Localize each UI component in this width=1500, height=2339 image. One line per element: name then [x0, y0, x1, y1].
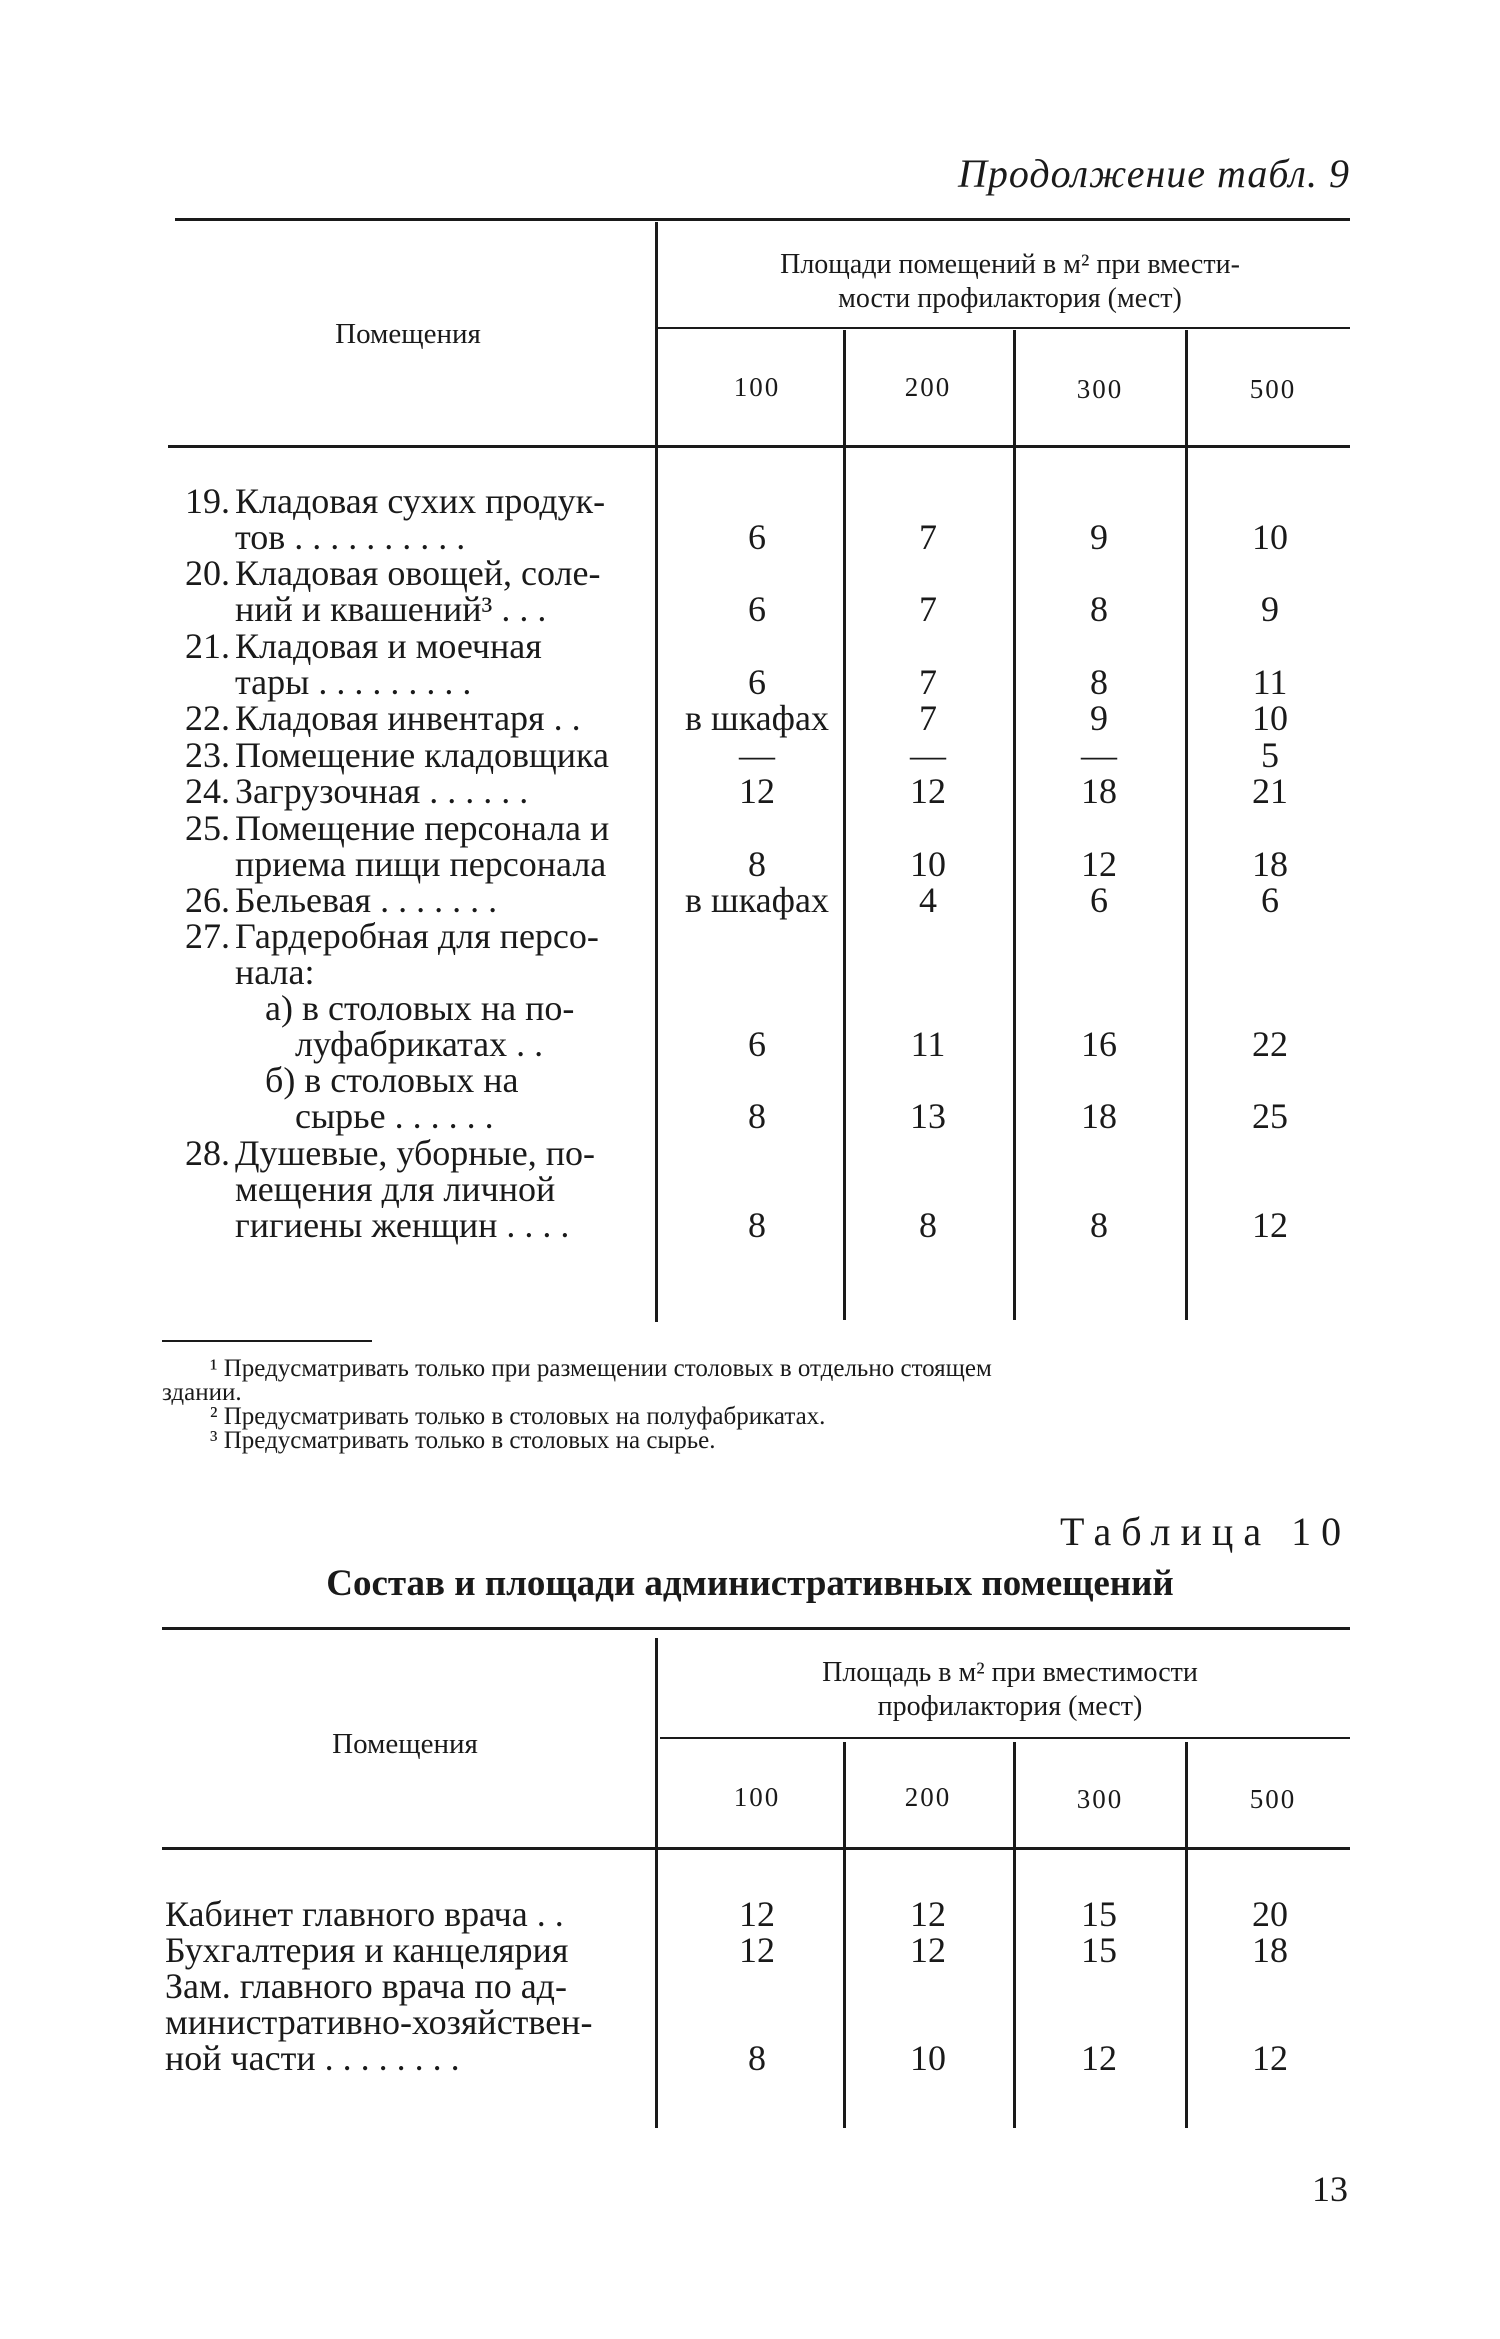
table10-room-header: Помещения: [332, 1728, 478, 1760]
value-cell: 18: [1081, 771, 1117, 811]
value-cell: 12: [1081, 844, 1117, 884]
value-cell: 15: [1081, 1894, 1117, 1934]
value-cell: 18: [1252, 1930, 1288, 1970]
row-name-line: мещения для личной: [235, 1169, 556, 1209]
table10-group-header: [690, 1656, 1330, 1724]
row-name-line: Кладовая инвентаря . .: [235, 698, 581, 738]
row-name-line: Кладовая сухих продук-: [235, 481, 606, 521]
row-name-line: Гардеробная для персо-: [235, 916, 599, 956]
value-cell: 22: [1252, 1024, 1288, 1064]
value-cell: —: [739, 735, 775, 775]
value-cell: 9: [1090, 517, 1108, 557]
value-cell: 8: [748, 844, 766, 884]
row-number: 25.: [185, 808, 230, 848]
table9-top-rule: [175, 218, 1350, 221]
table9-col-200: 200: [904, 372, 952, 402]
value-cell: 25: [1252, 1096, 1288, 1136]
table9-header-rule: [168, 445, 1350, 448]
value-cell: 12: [1252, 1205, 1288, 1245]
value-cell: 10: [1252, 698, 1288, 738]
value-cell: 8: [748, 1096, 766, 1136]
row-number: 23.: [185, 735, 230, 775]
value-cell: 8: [919, 1205, 937, 1245]
value-cell: —: [910, 735, 946, 775]
table10-col-200: 200: [904, 1782, 952, 1812]
footnote-1: [210, 1357, 1345, 1381]
value-cell: 6: [748, 662, 766, 702]
value-cell: 10: [1252, 517, 1288, 557]
value-cell: 6: [748, 589, 766, 629]
row-name-line: Душевые, уборные, по-: [235, 1133, 595, 1173]
value-cell: 10: [910, 2038, 946, 2078]
value-cell: 6: [1261, 880, 1279, 920]
value-cell: 12: [739, 1894, 775, 1934]
value-cell: 16: [1081, 1024, 1117, 1064]
value-cell: 10: [910, 844, 946, 884]
value-cell: 7: [919, 662, 937, 702]
group-header-line: профилактория (мест): [877, 1691, 1143, 1722]
footnote-2: ² Предусматривать только в столовых на полуфабрикатах.: [210, 1403, 826, 1430]
value-cell: 15: [1081, 1930, 1117, 1970]
table10-title: Состав и площади административных помещений: [326, 1563, 1174, 1604]
row-name-line: луфабрикатах . .: [295, 1024, 544, 1064]
row-name-line: приема пищи персонала: [235, 844, 607, 884]
table10-top-rule: [162, 1627, 1350, 1630]
row-name-line: тары . . . . . . . . .: [235, 662, 472, 702]
table10-col-500: 500: [1249, 1784, 1297, 1814]
value-cell: 4: [919, 880, 937, 920]
row-number: 22.: [185, 698, 230, 738]
group-header-line: Площадь в м² при вместимости: [822, 1657, 1198, 1688]
value-cell: в шкафах: [685, 880, 829, 920]
value-cell: 8: [1090, 589, 1108, 629]
row-name-line: Помещение персонала и: [235, 808, 610, 848]
row-name-line: Помещение кладовщика: [235, 735, 609, 775]
value-cell: 7: [919, 517, 937, 557]
table10-col-100: 100: [733, 1782, 781, 1812]
table9-col-100: 100: [733, 372, 781, 402]
value-cell: 12: [910, 771, 946, 811]
row-number: 21.: [185, 626, 230, 666]
table9-group-rule: [657, 327, 1350, 329]
value-cell: 12: [739, 771, 775, 811]
value-cell: 12: [1252, 2038, 1288, 2078]
row-name-line: Бухгалтерия и канцелярия: [165, 1930, 569, 1970]
table9-group-header: [690, 248, 1330, 316]
table10-col-300: 300: [1076, 1784, 1124, 1814]
group-header-line: мости профилактория (мест): [838, 283, 1182, 314]
value-cell: 21: [1252, 771, 1288, 811]
value-cell: 11: [1252, 662, 1288, 702]
continuation-label: Продолжение табл. 9: [957, 151, 1350, 196]
value-cell: 9: [1090, 698, 1108, 738]
table9-divider-main: [655, 222, 658, 1322]
value-cell: 13: [910, 1096, 946, 1136]
group-header-line: Площади помещений в м² при вмести-: [780, 249, 1240, 280]
value-cell: 8: [1090, 662, 1108, 702]
row-name-line: а) в столовых на по-: [265, 988, 575, 1028]
value-cell: 8: [748, 1205, 766, 1245]
value-cell: 6: [1090, 880, 1108, 920]
row-number: 19.: [185, 481, 230, 521]
table9-divider-1: [843, 330, 846, 1320]
value-cell: 5: [1261, 735, 1279, 775]
row-number: 27.: [185, 916, 230, 956]
row-name-line: нала:: [235, 952, 315, 992]
value-cell: 20: [1252, 1894, 1288, 1934]
footnote-1-text: ¹ Предусматривать только при размещении столовых в отдельно стоящем: [210, 1355, 992, 1382]
value-cell: в шкафах: [685, 698, 829, 738]
row-name-line: министративно-хозяйствен-: [165, 2002, 593, 2042]
value-cell: 12: [739, 1930, 775, 1970]
value-cell: 11: [910, 1024, 946, 1064]
value-cell: 12: [1081, 2038, 1117, 2078]
value-cell: 7: [919, 698, 937, 738]
table10-group-rule: [660, 1737, 1350, 1739]
value-cell: 9: [1261, 589, 1279, 629]
value-cell: 8: [748, 2038, 766, 2078]
table9-divider-3: [1185, 330, 1188, 1320]
table9-col-500: 500: [1249, 374, 1297, 404]
row-name-line: б) в столовых на: [265, 1060, 519, 1100]
table10-divider-main: [655, 1638, 658, 2128]
table9-divider-2: [1013, 330, 1016, 1320]
value-cell: 12: [910, 1894, 946, 1934]
footnote-3: ³ Предусматривать только в столовых на сырье.: [210, 1427, 716, 1454]
value-cell: 18: [1252, 844, 1288, 884]
row-name-line: Зам. главного врача по ад-: [165, 1966, 567, 2006]
footnote-1-cont: здании.: [162, 1379, 242, 1406]
table9-col-300: 300: [1076, 374, 1124, 404]
row-number: 26.: [185, 880, 230, 920]
value-cell: 12: [910, 1930, 946, 1970]
row-name-line: ной части . . . . . . . .: [165, 2038, 460, 2078]
row-name-line: тов . . . . . . . . . .: [235, 517, 466, 557]
value-cell: 6: [748, 1024, 766, 1064]
value-cell: 18: [1081, 1096, 1117, 1136]
value-cell: —: [1081, 735, 1117, 775]
table10-header-rule: [162, 1847, 1350, 1850]
row-name-line: Загрузочная . . . . . .: [235, 771, 529, 811]
footnote-rule: [162, 1340, 372, 1342]
table9-room-header: Помещения: [335, 318, 481, 350]
row-name-line: гигиены женщин . . . .: [235, 1205, 570, 1245]
row-number: 24.: [185, 771, 230, 811]
row-name-line: Кладовая и моечная: [235, 626, 542, 666]
table10-caption: Таблица 10: [1060, 1509, 1352, 1554]
value-cell: 6: [748, 517, 766, 557]
row-name-line: ний и квашений³ . . .: [235, 589, 547, 629]
page-number: 13: [1312, 2169, 1348, 2209]
row-number: 20.: [185, 553, 230, 593]
row-name-line: Бельевая . . . . . . .: [235, 880, 498, 920]
row-number: 28.: [185, 1133, 230, 1173]
value-cell: 7: [919, 589, 937, 629]
row-name-line: Кабинет главного врача . .: [165, 1894, 564, 1934]
row-name-line: сырье . . . . . .: [295, 1096, 494, 1136]
value-cell: 8: [1090, 1205, 1108, 1245]
row-name-line: Кладовая овощей, соле-: [235, 553, 601, 593]
